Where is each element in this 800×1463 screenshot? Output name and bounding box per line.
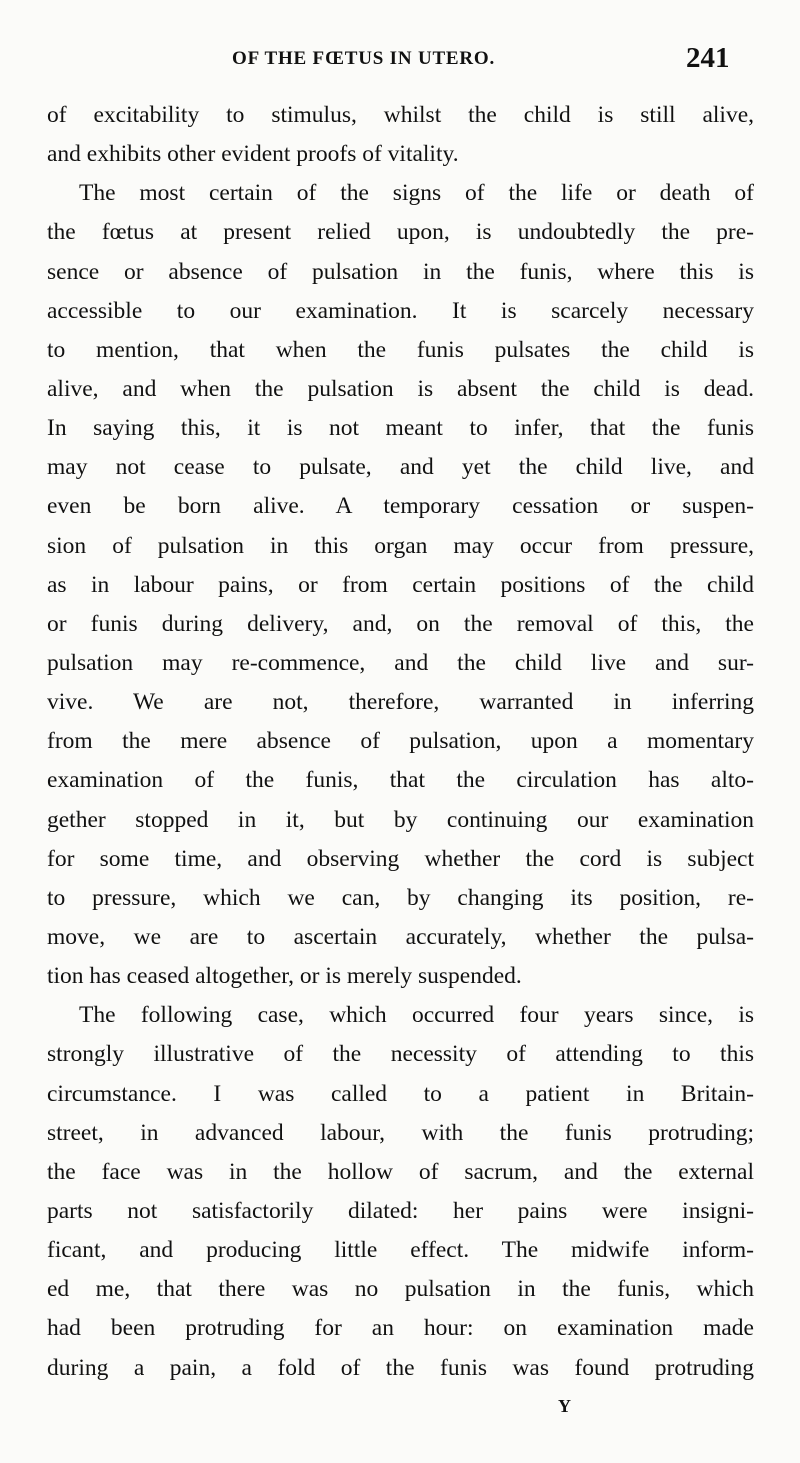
text-line: to mention, that when the funis pulsates the child is: [47, 336, 754, 363]
text-line: examination of the funis, that the circulation has alto-: [47, 767, 754, 794]
text-line: ed me, that there was no pulsation in the funis, which: [47, 1276, 754, 1303]
text-line: the face was in the hollow of sacrum, and the external: [47, 1158, 754, 1185]
text-line: to pressure, which we can, by changing its position, re-: [47, 884, 754, 911]
text-line: for some time, and observing whether the cord is subject: [47, 845, 754, 872]
text-line: even be born alive. A temporary cessation or suspen-: [47, 493, 754, 520]
text-line: accessible to our examination. It is scarcely necessary: [47, 297, 754, 324]
text-line: and exhibits other evident proofs of vitality.: [47, 141, 459, 168]
page-number: 241: [686, 42, 730, 74]
text-line: sence or absence of pulsation in the funis, where this is: [47, 258, 754, 285]
text-line: gether stopped in it, but by continuing our examination: [47, 806, 754, 833]
text-line: The following case, which occurred four years since, is: [79, 1002, 754, 1029]
text-line: during a pain, a fold of the funis was found protruding: [47, 1354, 754, 1381]
text-line: circumstance. I was called to a patient in Britain-: [47, 1080, 754, 1107]
text-line: strongly illustrative of the necessity of attending to this: [47, 1041, 754, 1068]
text-line: may not cease to pulsate, and yet the child live, and: [47, 454, 754, 481]
body-text: [47, 96, 754, 1388]
text-line: The most certain of the signs of the life or death of: [79, 180, 754, 207]
text-line: from the mere absence of pulsation, upon a momentary: [47, 728, 754, 755]
page-header: [0, 42, 800, 82]
text-line: parts not satisfactorily dilated: her pains were insigni-: [47, 1197, 754, 1224]
text-line: vive. We are not, therefore, warranted in inferring: [47, 689, 754, 716]
text-line: street, in advanced labour, with the funis protruding;: [47, 1119, 754, 1146]
text-line: alive, and when the pulsation is absent the child is dead.: [47, 375, 754, 402]
text-line: as in labour pains, or from certain positions of the child: [47, 571, 754, 598]
text-line: move, we are to ascertain accurately, whether the pulsa-: [47, 923, 754, 950]
text-line: had been protruding for an hour: on examination made: [47, 1315, 754, 1342]
running-head: OF THE FŒTUS IN UTERO.: [232, 48, 496, 69]
text-line: pulsation may re-commence, and the child live and sur-: [47, 649, 754, 676]
text-line: sion of pulsation in this organ may occur from pressure,: [47, 532, 754, 559]
text-line: the fœtus at present relied upon, is undoubtedly the pre-: [47, 219, 754, 246]
text-line: or funis during delivery, and, on the removal of this, the: [47, 610, 754, 637]
text-line: tion has ceased altogether, or is merely suspended.: [47, 963, 522, 990]
text-line: In saying this, it is not meant to infer, that the funis: [47, 415, 754, 442]
signature-mark: Y: [558, 1396, 571, 1416]
text-line: ficant, and producing little effect. The midwife inform-: [47, 1237, 754, 1264]
text-line: of excitability to stimulus, whilst the child is still alive,: [47, 102, 754, 128]
